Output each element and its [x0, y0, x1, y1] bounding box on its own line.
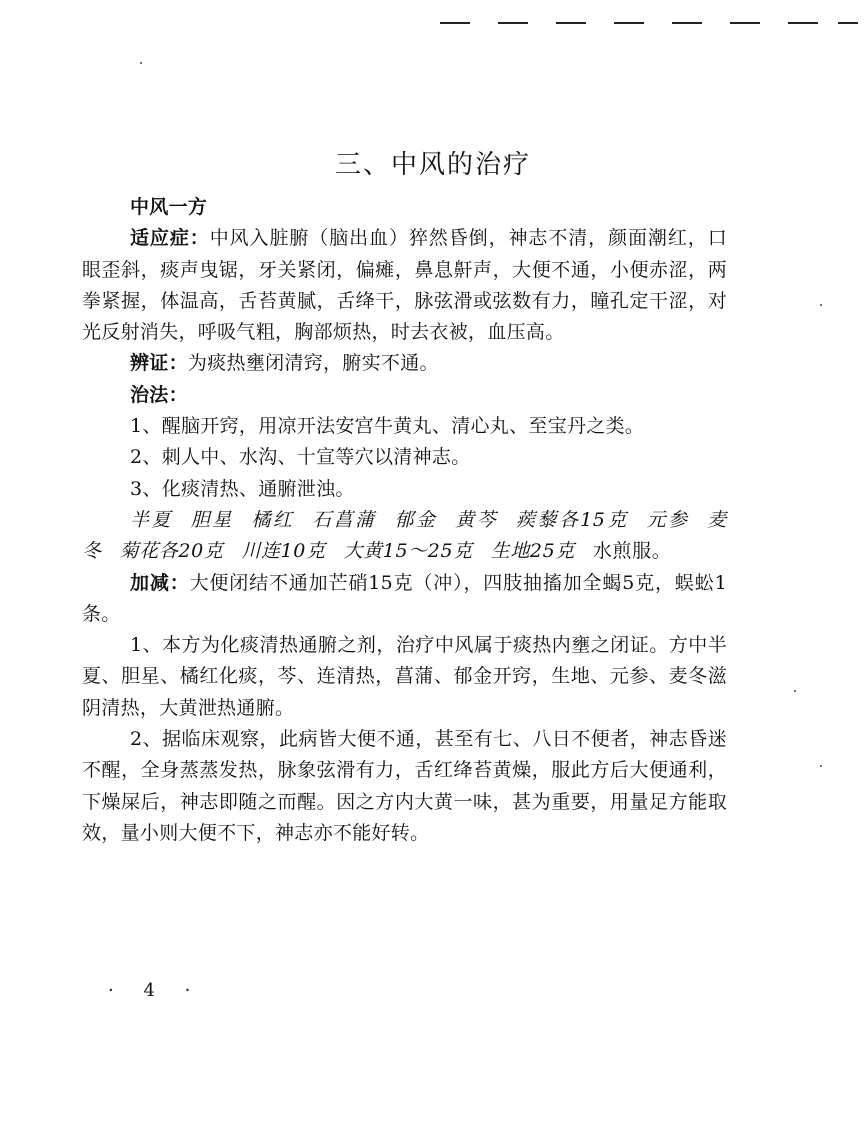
- herb: 元参: [646, 508, 690, 531]
- top-dash-rule: [440, 18, 866, 28]
- herb: 麦冬: [82, 508, 728, 563]
- modification-label: 加减：: [130, 571, 190, 594]
- scan-speck: [820, 765, 822, 767]
- indications-paragraph: [82, 223, 727, 348]
- note-paragraph: 1、本方为化痰清热通腑之剂，治疗中风属于痰热内壅之闭证。方中半夏、胆星、橘红化痰，芩、连清热，菖蒲、郁金开窍，生地、元参、麦冬滋阴清热，大黄泄热通腑。: [82, 634, 727, 719]
- herb: 菊花各20克: [119, 540, 224, 563]
- diagnosis-paragraph: [82, 348, 727, 379]
- herb: 胆星: [190, 508, 234, 531]
- section-title: 中风一方: [130, 196, 208, 218]
- herb: 大黄15～25克: [343, 540, 473, 563]
- modification-text: 大便闭结不通加芒硝15克（冲），四肢抽搐加全蝎5克，蜈蚣1条。: [82, 571, 727, 625]
- prescription-herbs: [82, 505, 727, 568]
- page-number: · 4 ·: [108, 980, 203, 1001]
- treatment-label: 治法：: [130, 383, 188, 406]
- scan-speck: [140, 62, 142, 64]
- treatment-item: 1、醒脑开窍，用凉开法安宫牛黄丸、清心丸、至宝丹之类。: [130, 415, 645, 438]
- herb: 川连10克: [241, 540, 326, 563]
- indications-text: 中风入脏腑（脑出血）猝然昏倒，神志不清，颜面潮红，口眼歪斜，痰声曳锯，牙关紧闭，偏瘫，鼻息鼾声，大便不通，小便赤涩，两拳紧握，体温高，舌苔黄腻，舌绛干，脉弦滑或弦数有力，瞳孔定干涩，对光反射消失，呼吸气粗，胸部烦热，时去衣被，血压高。: [82, 227, 727, 344]
- herb: 郁金: [394, 508, 438, 531]
- treatment-item: 3、化痰清热、通腑泄浊。: [130, 477, 355, 500]
- diagnosis-text: 为痰热壅闭清窍，腑实不通。: [187, 352, 439, 375]
- herb: 黄芩: [455, 508, 498, 531]
- scan-speck: [794, 690, 796, 692]
- herb: 半夏: [130, 508, 173, 531]
- herb: 石菖蒲: [312, 508, 377, 531]
- page-title: 三、中风的治疗: [334, 150, 531, 180]
- treatment-item: 2、刺人中、水沟、十宣等穴以清神志。: [130, 446, 471, 469]
- note-paragraph: 2、据临床观察，此病皆大便不通，甚至有七、八日不便者，神志昏迷不醒，全身蒸蒸发热，脉象弦滑有力，舌红绛苔黄燥，服此方后大便通利，下燥屎后，神志即随之而醒。因之方内大黄一味，甚为重要，用量足方能取效，量小则大便不下，神志亦不能好转。: [82, 728, 727, 844]
- indications-label: 适应症：: [130, 227, 210, 250]
- document-body: [82, 192, 727, 849]
- herb: 蒺藜各15克: [515, 508, 629, 531]
- modification-paragraph: [82, 568, 727, 631]
- scan-speck: [820, 304, 822, 306]
- prescription-suffix: 水煎服。: [592, 540, 672, 563]
- herb: 橘红: [251, 508, 295, 531]
- herb: 生地25克: [490, 540, 575, 563]
- diagnosis-label: 辨证：: [130, 352, 188, 375]
